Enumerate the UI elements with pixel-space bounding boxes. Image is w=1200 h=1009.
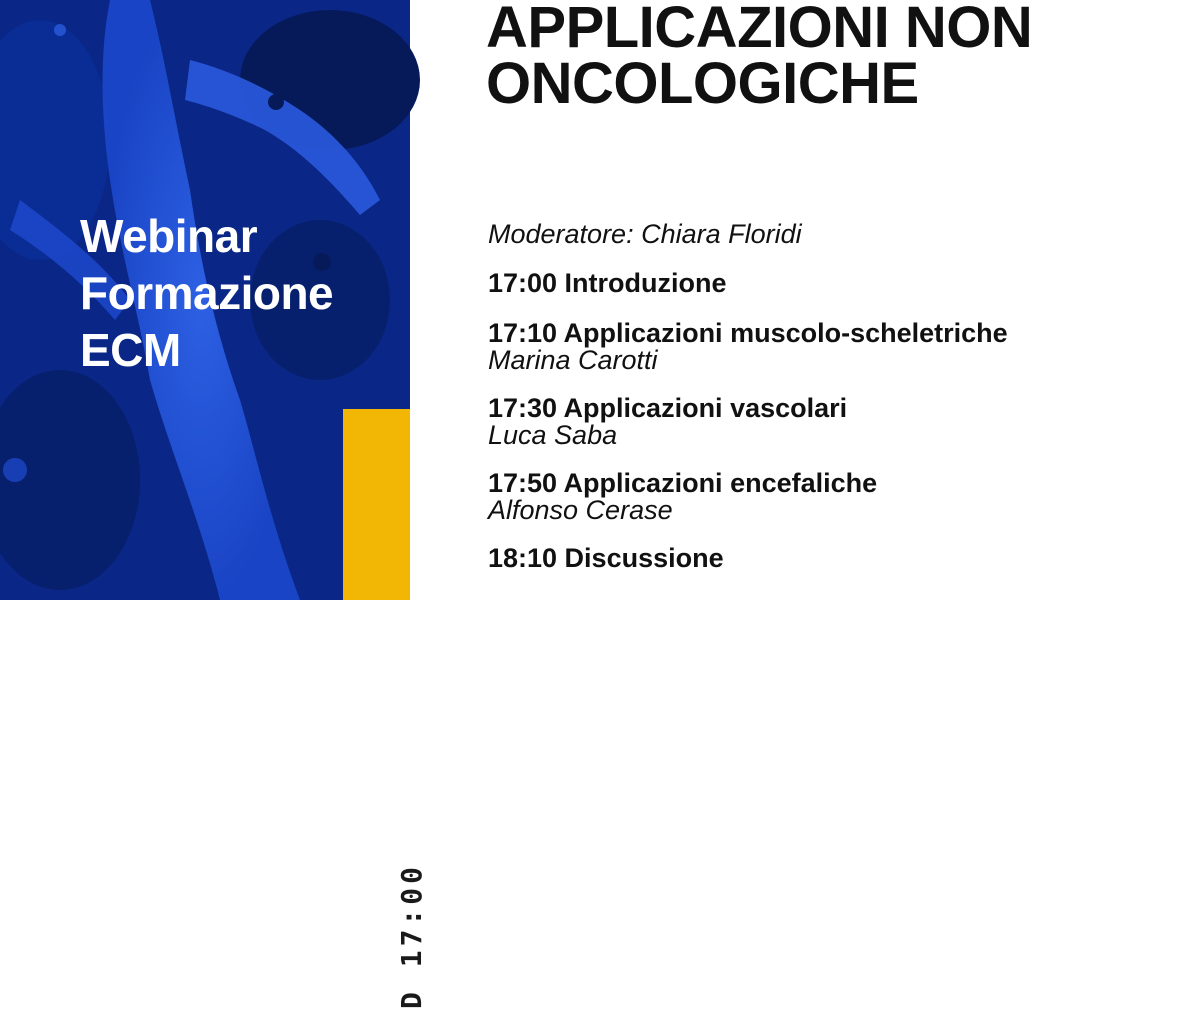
program-item	[488, 543, 724, 573]
page-title-line: ONCOLOGICHE	[486, 51, 919, 116]
program-item-title: 18:10 Discussione	[488, 543, 724, 573]
program-item-title: 17:00 Introduzione	[488, 268, 727, 298]
time-banner-clip	[343, 409, 428, 1009]
time-banner-text: D 17:00	[395, 862, 428, 1009]
webinar-title-line: Formazione	[80, 267, 334, 319]
program-item	[488, 468, 878, 525]
program-item-title: 17:30 Applicazioni vascolari	[488, 393, 848, 423]
moderator-label: Moderatore: Chiara Floridi	[488, 219, 802, 249]
program-item-speaker: Luca Saba	[488, 420, 618, 450]
program-item	[488, 318, 1008, 375]
program-item-speaker: Alfonso Cerase	[488, 495, 673, 525]
program-item-speaker: Marina Carotti	[488, 345, 658, 375]
webinar-title-line: ECM	[80, 324, 181, 376]
program-item	[488, 393, 848, 450]
program-item	[488, 268, 727, 298]
webinar-title	[80, 208, 333, 379]
program-item-title: 17:50 Applicazioni encefaliche	[488, 468, 878, 498]
page-title-line: APPLICAZIONI NON	[486, 0, 1033, 60]
program-item-title: 17:10 Applicazioni muscolo-scheletriche	[488, 318, 1008, 348]
page-title	[486, 0, 1033, 116]
webinar-title-line: Webinar	[80, 210, 258, 262]
